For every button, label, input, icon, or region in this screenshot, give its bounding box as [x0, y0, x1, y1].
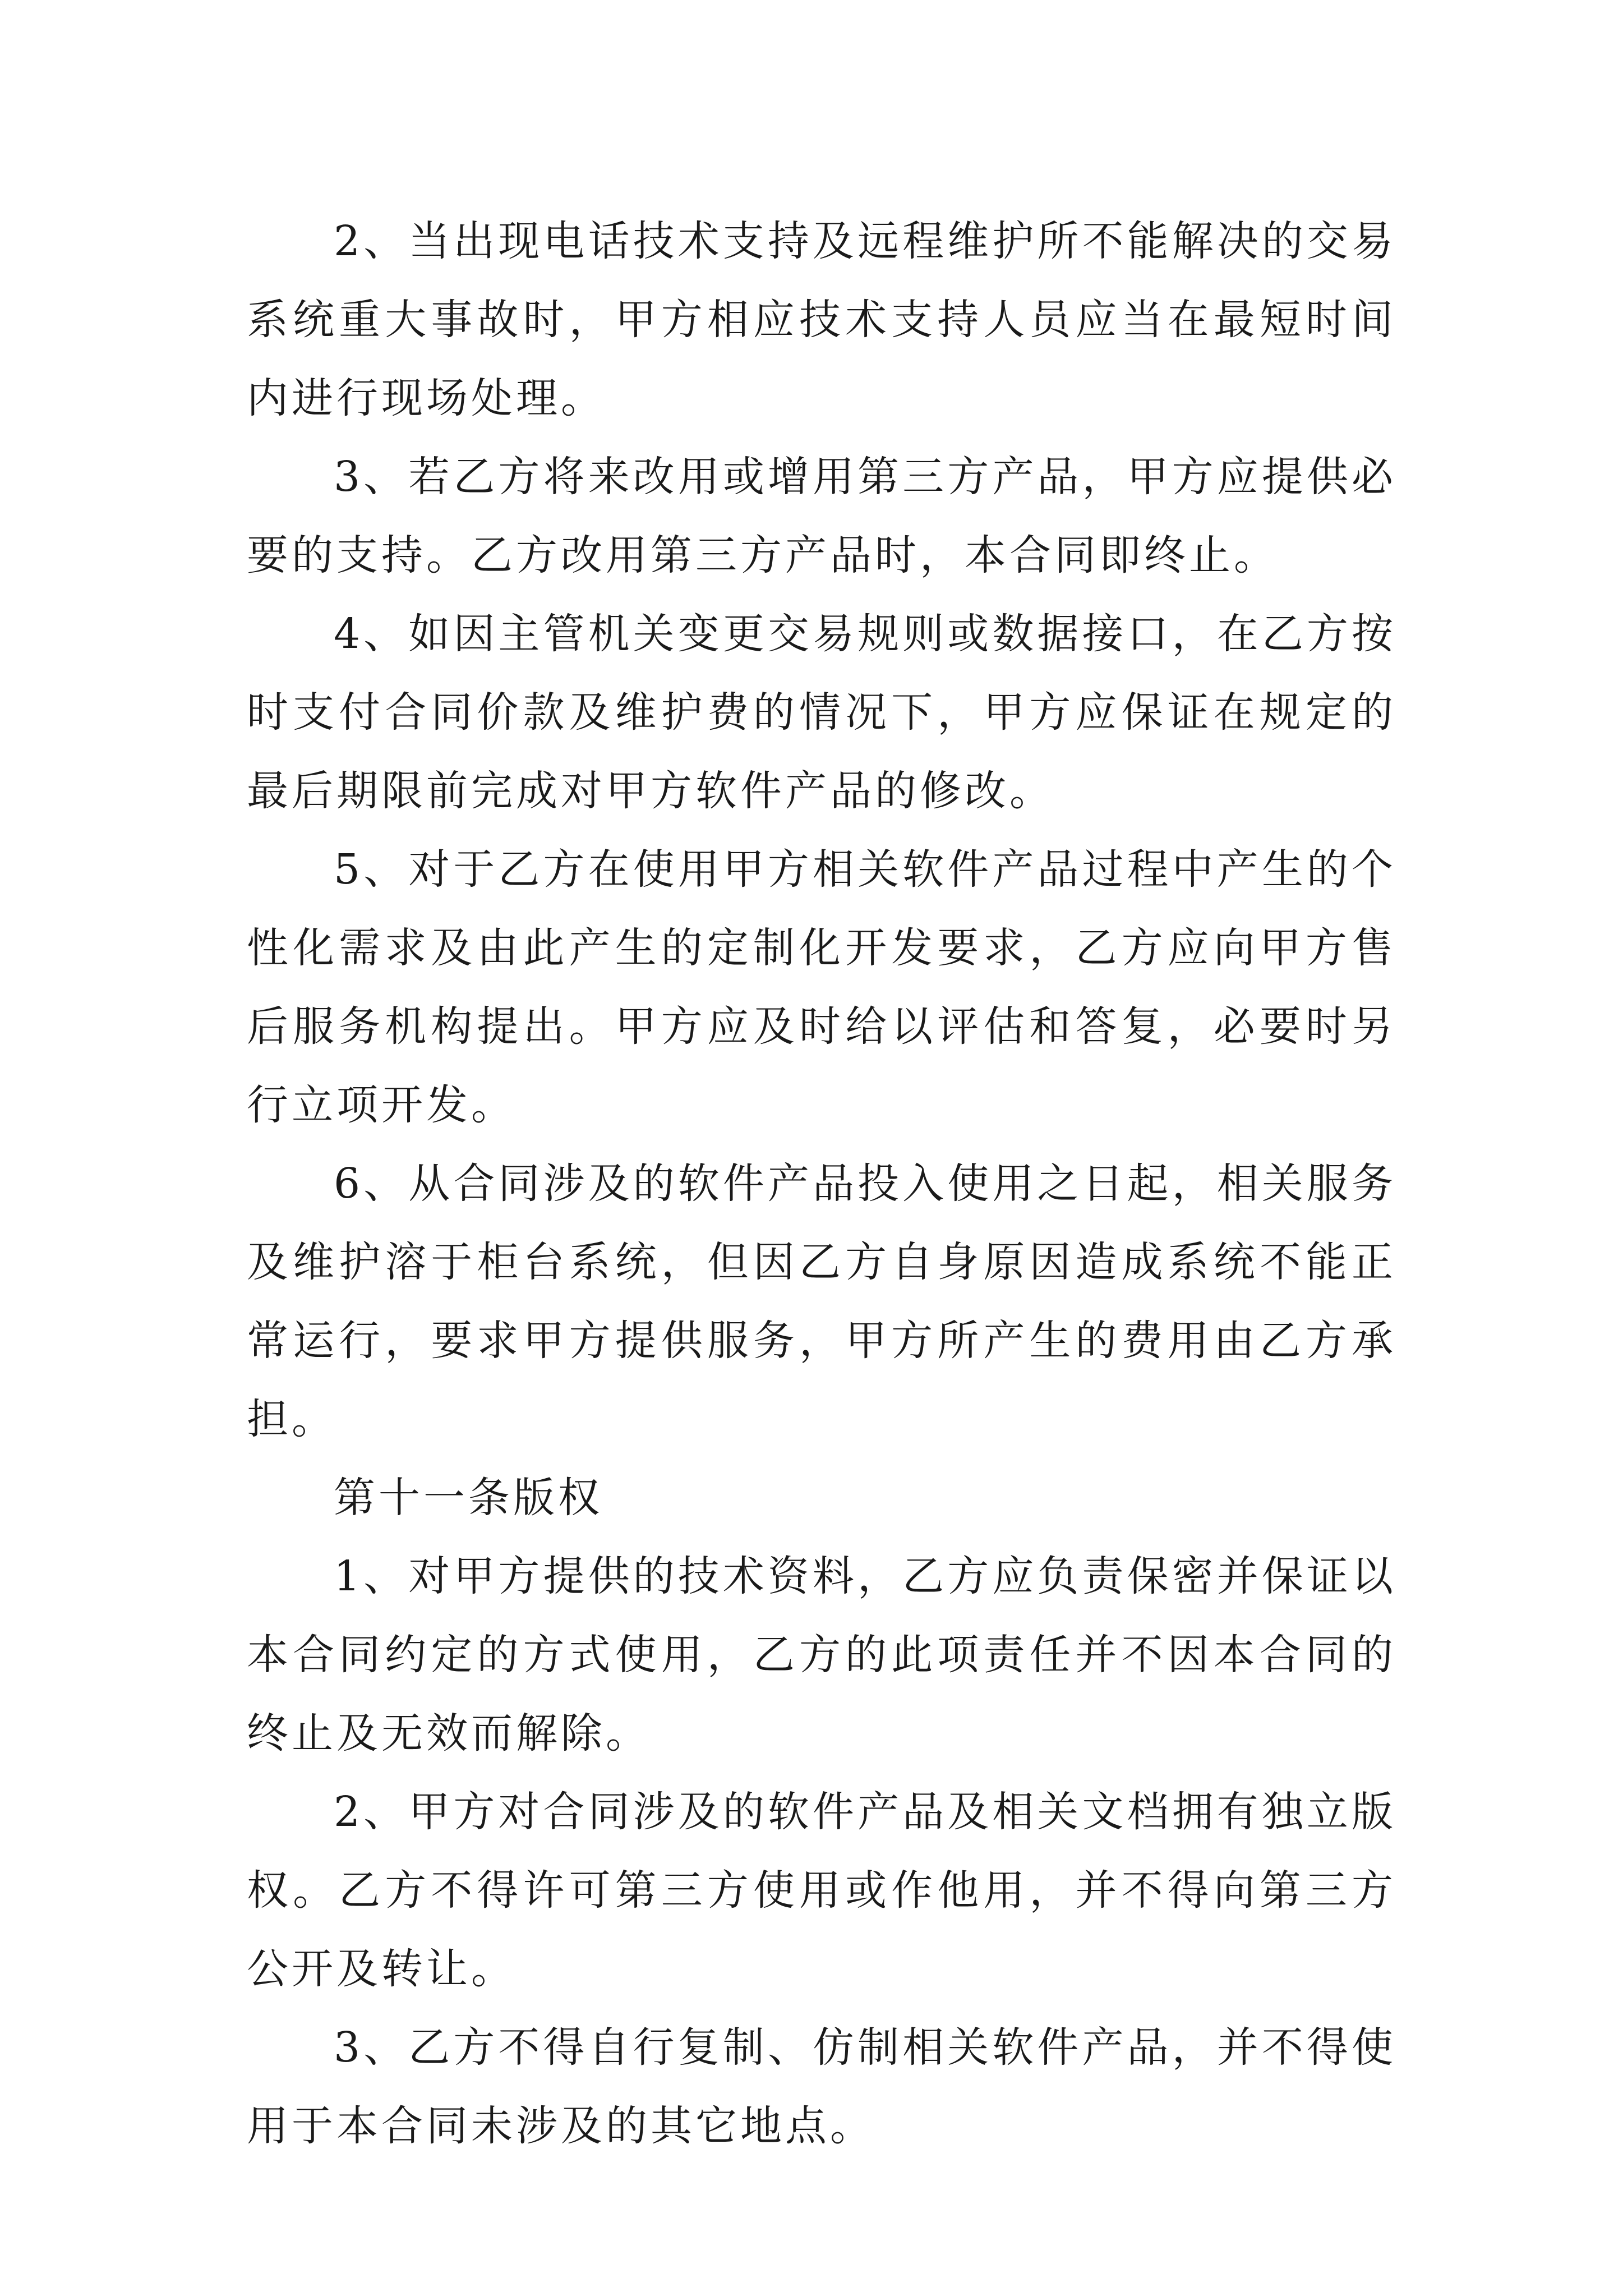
paragraph-clause-4: 4、如因主管机关变更交易规则或数据接口，在乙方按时支付合同价款及维护费的情况下，甲方应保证在规定的最后期限前完成对甲方软件产品的修改。	[247, 610, 1396, 815]
paragraph-copyright-1: 1、对甲方提供的技术资料，乙方应负责保密并保证以本合同约定的方式使用，乙方的此项责任并不因本合同的终止及无效而解除。	[247, 1552, 1396, 1757]
section-heading-article-11: 第十一条版权	[334, 1474, 603, 1522]
paragraph-clause-3: 3、若乙方将来改用或增用第三方产品，甲方应提供必要的支持。乙方改用第三方产品时，本合同即终止。	[247, 453, 1396, 579]
paragraph-clause-2: 2、当出现电话技术支持及远程维护所不能解决的交易系统重大事故时，甲方相应技术支持人员应当在最短时间内进行现场处理。	[247, 217, 1396, 422]
paragraph-copyright-2: 2、甲方对合同涉及的软件产品及相关文档拥有独立版权。乙方不得许可第三方使用或作他用，并不得向第三方公开及转让。	[247, 1788, 1396, 1993]
paragraph-clause-5: 5、对于乙方在使用甲方相关软件产品过程中产生的个性化需求及由此产生的定制化开发要求，乙方应向甲方售后服务机构提出。甲方应及时给以评估和答复，必要时另行立项开发。	[247, 845, 1396, 1129]
document-body	[247, 202, 1396, 2165]
paragraph-clause-6: 6、从合同涉及的软件产品投入使用之日起，相关服务及维护溶于柜台系统，但因乙方自身原因造成系统不能正常运行，要求甲方提供服务，甲方所产生的费用由乙方承担。	[247, 1159, 1396, 1443]
paragraph-copyright-3: 3、乙方不得自行复制、仿制相关软件产品，并不得使用于本合同未涉及的其它地点。	[247, 2023, 1396, 2150]
